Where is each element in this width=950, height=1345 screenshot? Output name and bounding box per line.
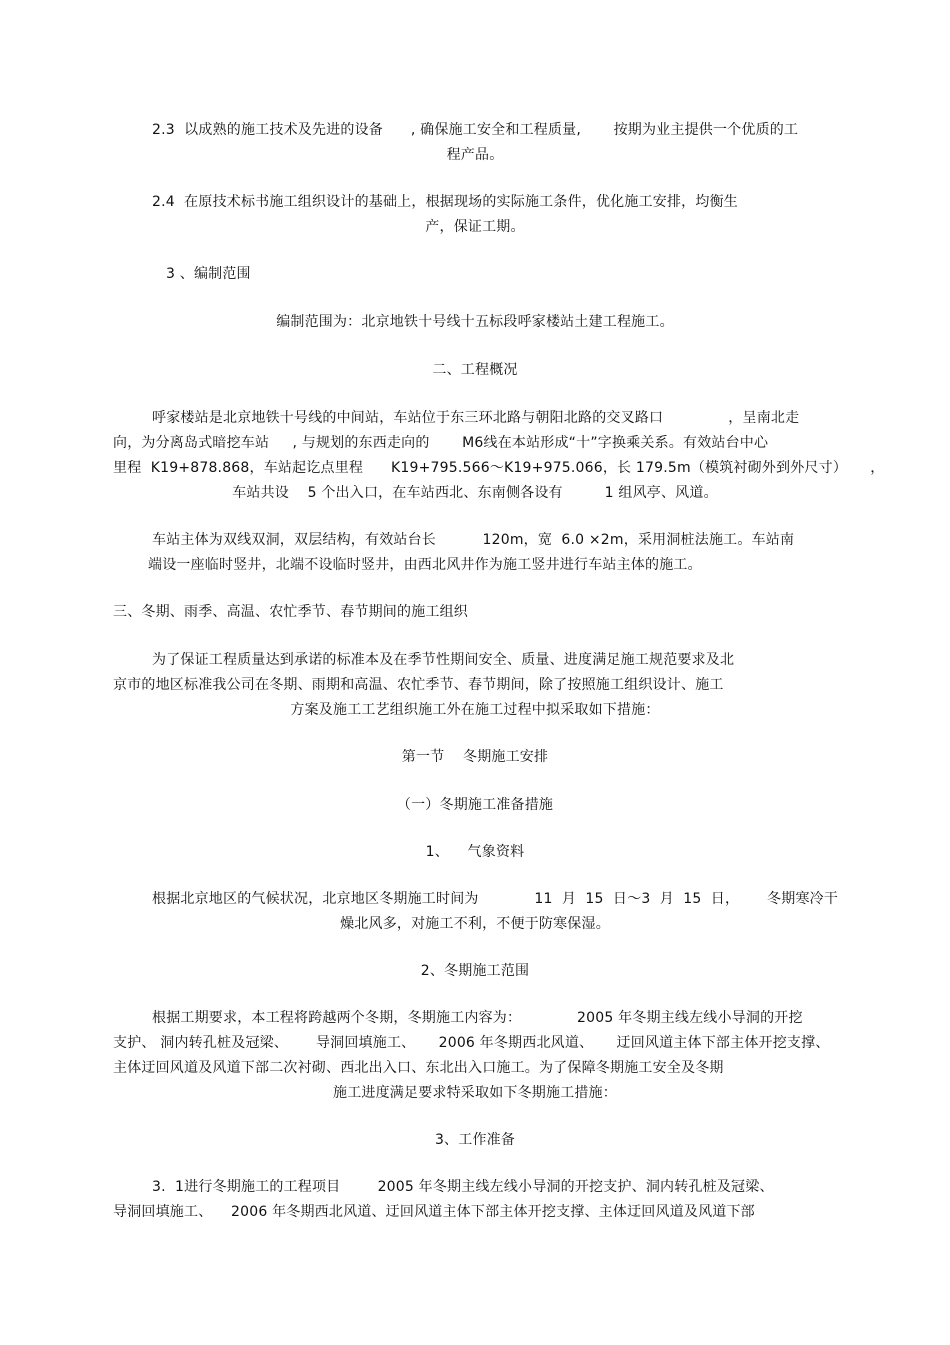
scope-text: 编制范围为：北京地铁十号线十五标段呼家楼站土建工程施工。 [276, 314, 674, 330]
overview-p2-line1: 车站主体为双线双洞，双层结构，有效站台长 120m，宽 6.0 ×2m，采用洞桩法施工。车站南 [152, 532, 795, 548]
work-prep-p-line1: 3. 1进行冬期施工的工程项目 2005 年冬期主线左线小导洞的开挖支护、洞内转孔桩及冠梁、 [152, 1179, 774, 1195]
item-2-4-line2: 产，保证工期。 [425, 219, 525, 235]
overview-p1-line4: 车站共设 5 个出入口，在车站西北、东南侧各设有 1 组风亭、风道。 [232, 485, 718, 501]
range-p-line1: 根据工期要求，本工程将跨越两个冬期，冬期施工内容为： 2005 年冬期主线左线小导洞的开挖 [152, 1010, 803, 1026]
overview-p1-line1: 呼家楼站是北京地铁十号线的中间站，车站位于东三环北路与朝阳北路的交叉路口 ，呈南北走 [152, 410, 800, 426]
work-prep-p-line2: 导洞回填施工、 2006 年冬期西北风道、迂回风道主体下部主体开挖支撑、主体迂回风道及风道下部 [113, 1204, 755, 1220]
seasonal-p-line2: 京市的地区标准我公司在冬期、雨期和高温、农忙季节、春节期间，除了按照施工组织设计、施工 [113, 677, 724, 693]
item-2-3-line1: 2.3 以成熟的施工技术及先进的设备 , 确保施工安全和工程质量, 按期为业主提供一个优质的工 [152, 122, 799, 138]
weather-p-line1: 根据北京地区的气候状况，北京地区冬期施工时间为 11 月 15 日～3 月 15 日， 冬期寒冷干 [152, 891, 839, 907]
overview-p1-line2: 向，为分离岛式暗挖车站 , 与规划的东西走向的 M6线在本站形成“十”字换乘关系。有效站台中心 [113, 435, 769, 451]
item-2-3-line2: 程产品。 [446, 147, 504, 163]
section1-heading: 第一节 冬期施工安排 [401, 749, 549, 765]
seasonal-heading: 三、冬期、雨季、高温、农忙季节、春节期间的施工组织 [113, 604, 468, 620]
overview-p2-line2: 端设一座临时竖井，北端不设临时竖井，由西北风井作为施工竖井进行车站主体的施工。 [148, 557, 702, 573]
seasonal-p-line3: 方案及施工工艺组织施工外在施工过程中拟采取如下措施： [290, 702, 660, 718]
range-p-line2: 支护、 洞内转孔桩及冠梁、 导洞回填施工、 2006 年冬期西北风道、 迂回风道主体下部主体开挖支撑、 [113, 1035, 830, 1051]
work-prep-heading: 3、工作准备 [434, 1132, 516, 1148]
range-heading: 2、冬期施工范围 [420, 963, 530, 979]
seasonal-p-line1: 为了保证工程质量达到承诺的标准本及在季节性期间安全、质量、进度满足施工规范要求及北 [152, 652, 735, 668]
overview-heading: 二、工程概况 [432, 362, 518, 378]
prep-heading: （一）冬期施工准备措施 [396, 797, 554, 813]
range-p-line4: 施工进度满足要求特采取如下冬期施工措施： [333, 1085, 617, 1101]
scope-heading: 3 、编制范围 [166, 266, 251, 282]
overview-p1-line3: 里程 K19+878.868，车站起讫点里程 K19+795.566～K19+975.066，长 179.5m（模筑衬砌外到外尺寸） ， [113, 460, 885, 476]
range-p-line3: 主体迂回风道及风道下部二次衬砌、西北出入口、东北出入口施工。为了保障冬期施工安全及冬期 [113, 1060, 724, 1076]
weather-p-line2: 燥北风多，对施工不利，不便于防寒保湿。 [340, 916, 610, 932]
item-2-4-line1: 2.4 在原技术标书施工组织设计的基础上，根据现场的实际施工条件，优化施工安排，均衡生 [152, 194, 738, 210]
weather-heading: 1、 气象资料 [425, 844, 525, 860]
